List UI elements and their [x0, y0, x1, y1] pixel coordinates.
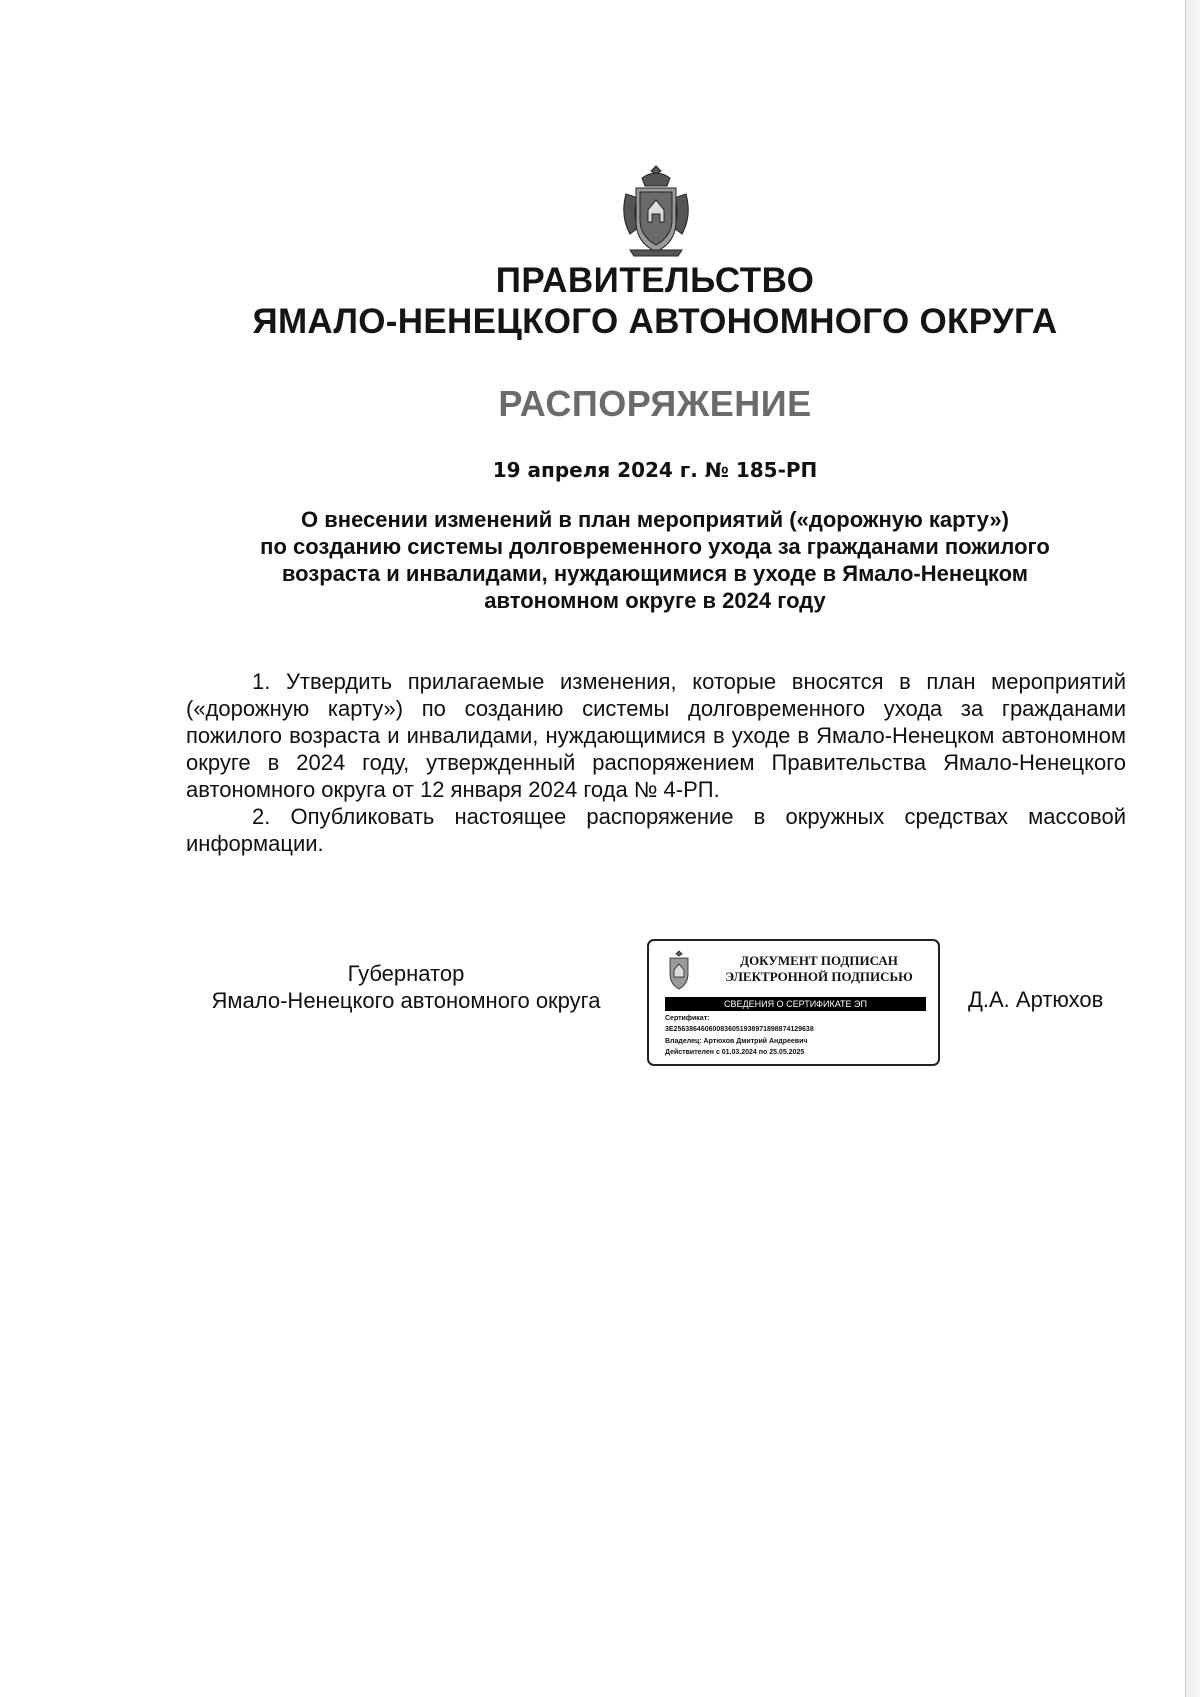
document-date-number: 19 апреля 2024 г. № 185-РП — [492, 458, 818, 482]
document-subject — [0, 506, 1200, 614]
subject-line: автономном округе в 2024 году — [484, 588, 826, 613]
coat-of-arms-emblem — [618, 164, 694, 262]
subject-line: О внесении изменений в план мероприятий («дорожную карту») — [301, 507, 1009, 532]
stamp-owner: Владелец: Артюхов Дмитрий Андреевич — [665, 1038, 808, 1045]
stamp-certificate-label: Сертификат: — [665, 1015, 710, 1022]
subject-line: по созданию системы долговременного ухода за гражданами пожилого — [260, 534, 1050, 559]
signer-position — [186, 960, 626, 1014]
document-type: РАСПОРЯЖЕНИЕ — [498, 383, 812, 424]
page-edge — [1185, 0, 1200, 1697]
subject-line: возраста и инвалидами, нуждающимися в уходе в Ямало-Ненецком — [281, 561, 1029, 586]
body-paragraph-2: 2. Опубликовать настоящее распоряжение в окружных средствах массовой информации. — [186, 804, 1126, 856]
stamp-title-line1: ДОКУМЕНТ ПОДПИСАН — [740, 953, 898, 968]
electronic-signature-stamp — [647, 939, 940, 1066]
org-title-line1: ПРАВИТЕЛЬСТВО — [495, 261, 815, 300]
signer-name: Д.А. Артюхов — [968, 987, 1104, 1012]
document-body — [186, 668, 1126, 857]
body-paragraph-1: 1. Утвердить прилагаемые изменения, которые вносятся в план мероприятий («дорожную карту») по созданию системы долговременного ухода за гражданами пожилого возраста и инвалидами, нуждающимися в уходе в Ямало-Ненецком автономном округе в 2024 году, утвержденный распоряжением Правительства Ямало-Ненецкого автономного округа от 12 января 2024 года № 4-РП. — [186, 669, 1126, 802]
signer-position-line1: Губернатор — [347, 961, 465, 986]
signer-position-line2: Ямало-Ненецкого автономного округа — [211, 988, 601, 1013]
org-title-line2: ЯМАЛО-НЕНЕЦКОГО АВТОНОМНОГО ОКРУГА — [252, 302, 1058, 341]
stamp-certificate-bar: СВЕДЕНИЯ О СЕРТИФИКАТЕ ЭП — [665, 997, 926, 1011]
stamp-title-line2: ЭЛЕКТРОННОЙ ПОДПИСЬЮ — [725, 969, 913, 984]
stamp-validity: Действителен с 01.03.2024 по 25.05.2025 — [665, 1049, 805, 1056]
stamp-certificate-serial: 3E256386460600836051938971898874129638 — [665, 1026, 814, 1033]
coat-of-arms-mini-emblem — [665, 950, 693, 992]
